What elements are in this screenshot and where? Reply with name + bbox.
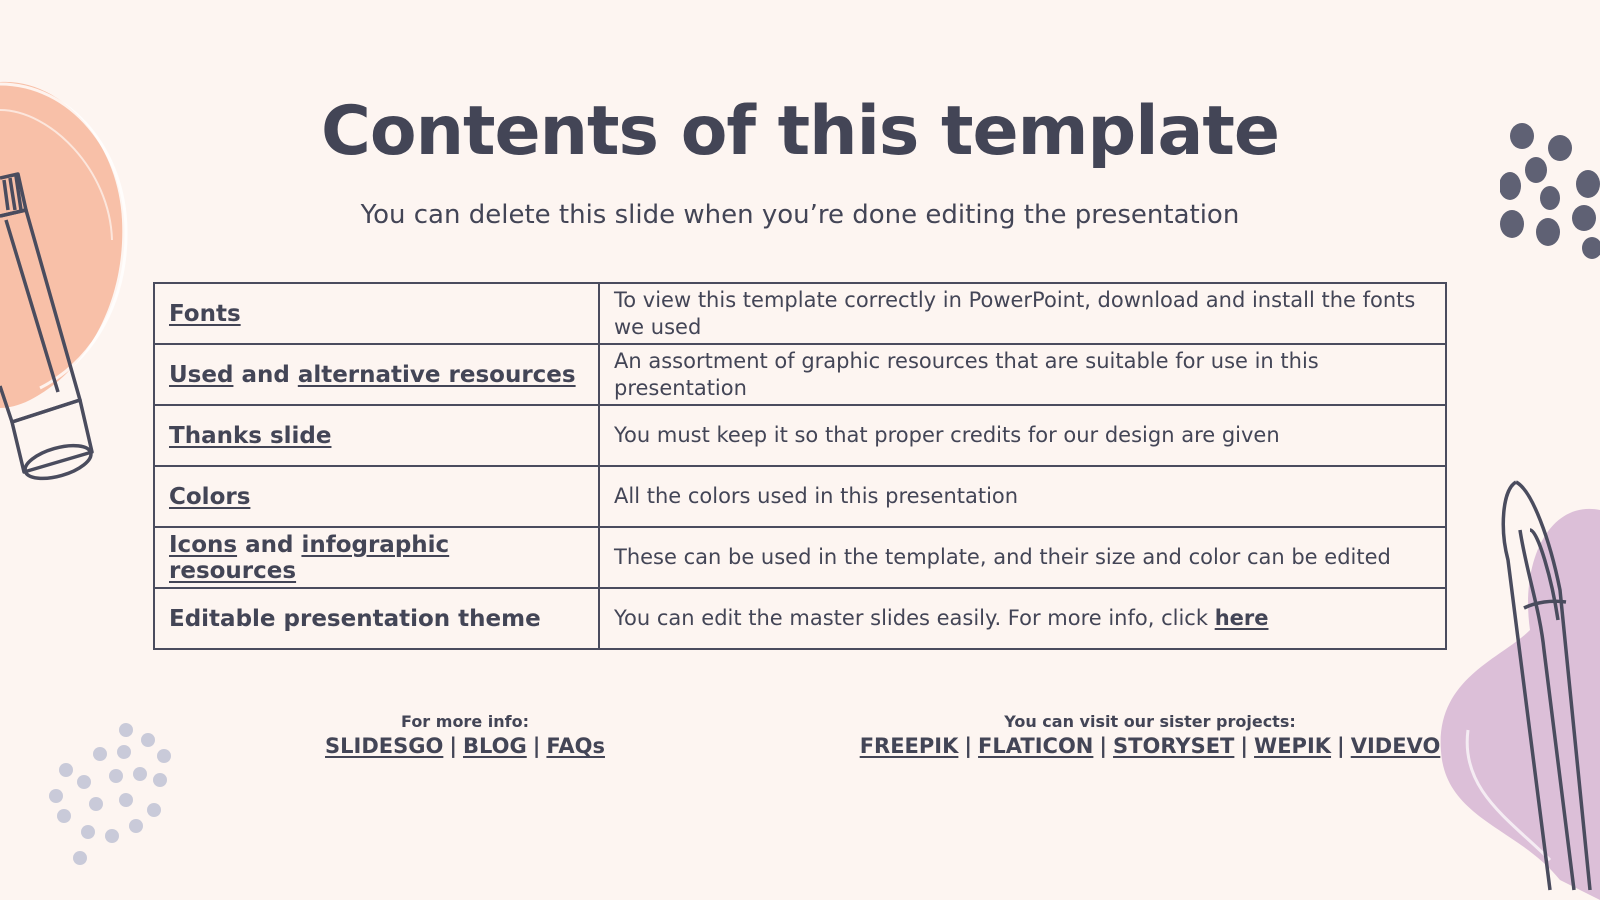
page-subtitle: You can delete this slide when you’re done editing the presentation: [360, 200, 1240, 230]
row-key-icons: [154, 527, 599, 588]
separator: |: [449, 734, 458, 758]
storyset-link[interactable]: STORYSET: [1113, 734, 1235, 758]
contents-table: [153, 282, 1447, 650]
row-key-colors: [154, 466, 599, 527]
row-value: An assortment of graphic resources that are suitable for use in this presentation: [599, 344, 1446, 405]
here-link[interactable]: here: [1214, 606, 1269, 630]
alternative-resources-link[interactable]: alternative resources: [297, 361, 576, 388]
fonts-link[interactable]: Fonts: [169, 300, 241, 327]
sister-projects-label: You can visit our sister projects:: [1004, 712, 1296, 731]
page-title: Contents of this template: [320, 92, 1280, 171]
table-row: [154, 405, 1446, 466]
table-row: [154, 283, 1446, 344]
freepik-link[interactable]: FREEPIK: [859, 734, 959, 758]
row-value: [599, 588, 1446, 649]
more-info-label: For more info:: [401, 712, 529, 731]
row-value: To view this template correctly in PowerPoint, download and install the fonts we used: [599, 283, 1446, 344]
row-value: These can be used in the template, and their size and color can be edited: [599, 527, 1446, 588]
pen-decoration-icon: [1440, 470, 1600, 900]
colors-link[interactable]: Colors: [169, 483, 251, 510]
table-row: [154, 344, 1446, 405]
infographic-resources-link[interactable]: infographic resources: [169, 531, 450, 584]
separator: |: [532, 734, 541, 758]
flaticon-link[interactable]: FLATICON: [978, 734, 1094, 758]
table-row: [154, 527, 1446, 588]
separator: |: [964, 734, 973, 758]
wepik-link[interactable]: WEPIK: [1254, 734, 1332, 758]
used-resources-link[interactable]: Used: [169, 361, 234, 388]
table-row: [154, 588, 1446, 649]
sister-projects-links: [830, 734, 1470, 758]
row-value-text: You can edit the master slides easily. For more info, click: [614, 606, 1215, 630]
row-key-theme: [154, 588, 599, 649]
thanks-slide-link[interactable]: Thanks slide: [169, 422, 332, 449]
row-key-thanks: [154, 405, 599, 466]
light-dots-pattern-icon: [40, 718, 180, 868]
separator: |: [1099, 734, 1108, 758]
table-row: [154, 466, 1446, 527]
sister-projects-block: [830, 712, 1470, 758]
blog-link[interactable]: BLOG: [463, 734, 527, 758]
more-info-block: [260, 712, 670, 758]
icons-link[interactable]: Icons: [169, 531, 238, 558]
connector-text: and: [233, 361, 298, 388]
separator: |: [1337, 734, 1345, 758]
connector-text: and: [237, 531, 302, 558]
more-info-links: [260, 734, 670, 758]
row-key-fonts: [154, 283, 599, 344]
row-value: You must keep it so that proper credits for our design are given: [599, 405, 1446, 466]
row-key-resources: [154, 344, 599, 405]
row-value: All the colors used in this presentation: [599, 466, 1446, 527]
videvo-link[interactable]: VIDEVO: [1350, 734, 1441, 758]
faqs-link[interactable]: FAQs: [546, 734, 605, 758]
separator: |: [1240, 734, 1249, 758]
editable-theme-label: Editable presentation theme: [169, 605, 541, 632]
slidesgo-link[interactable]: SLIDESGO: [325, 734, 444, 758]
